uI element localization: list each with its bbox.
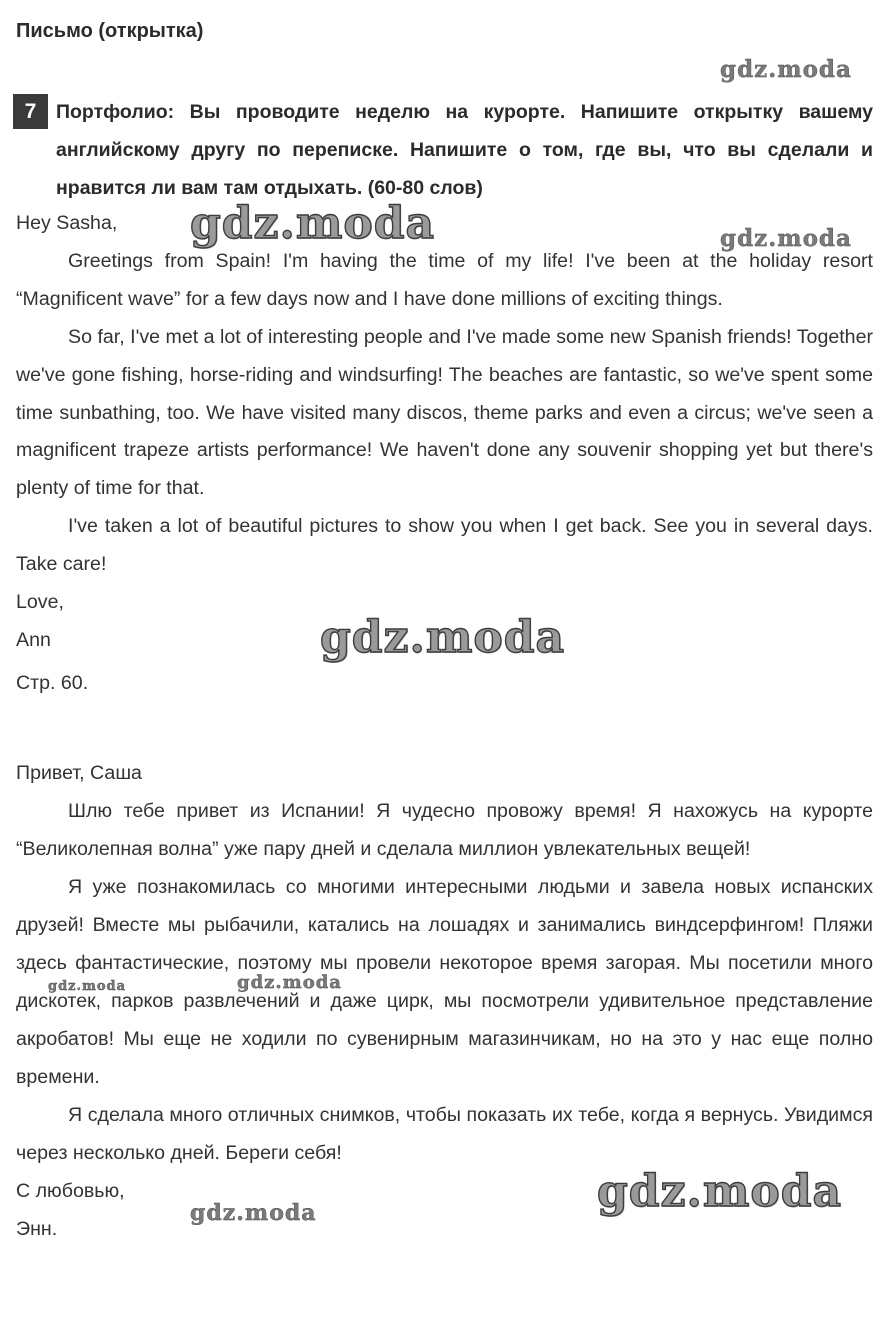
russian-signature: Энн. — [16, 1218, 58, 1240]
english-signature: Ann — [16, 628, 51, 651]
russian-greeting: Привет, Саша — [16, 762, 142, 784]
russian-paragraph-2: Я уже познакомилась со многими интересными людьми и завела новых испанских друзей! Вместе мы рыбачили, катались на лошадях и занимались виндсерфингом! Пляжи здесь фантастические, поэтому мы провели некоторое время загорая. Мы посетили много дискотек, парков развлечений и даже цирк, мы посмотрели удивительное представление акробатов! Мы еще не ходили по сувенирным магазинчикам, но на это у нас еще полно времени. — [16, 876, 873, 1088]
english-closing: Love, — [16, 591, 64, 614]
english-paragraph-3: I've taken a lot of beautiful pictures to show you when I get back. See you in several days. Take care! — [16, 515, 873, 576]
task-number-badge: 7 — [13, 94, 48, 129]
russian-paragraph-3: Я сделала много отличных снимков, чтобы показать их тебе, когда я вернусь. Увидимся через несколько дней. Береги себя! — [16, 1104, 873, 1164]
english-greeting: Hey Sasha, — [16, 212, 118, 234]
english-letter — [16, 205, 873, 660]
russian-paragraph-1: Шлю тебе привет из Испании! Я чудесно провожу время! Я нахожусь на курорте “Великолепная волна” уже пару дней и сделала миллион увлекательных вещей! — [16, 800, 873, 860]
page-reference: Стр. 60. — [16, 672, 89, 694]
watermark-logo: gdz.moda — [237, 972, 342, 993]
english-paragraph-2: So far, I've met a lot of interesting people and I've made some new Spanish friends! Together we've gone fishing, horse-riding and windsurfing! The beaches are fantastic, so we've spent some time sunbathing, too. We have visited many discos, theme parks and even a circus; we've seen a magnificent trapeze artists performance! We haven't done any souvenir shopping yet but there's plenty of time for that. — [16, 325, 873, 500]
watermark-logo: gdz.moda — [190, 1200, 317, 1226]
watermark-logo: gdz.moda — [720, 225, 852, 252]
english-paragraph-1: Greetings from Spain! I'm having the time of my life! I've been at the holiday resort “Magnificent wave” for a few days now and I have done millions of exciting things. — [16, 249, 873, 310]
watermark-logo: gdz.moda — [720, 56, 852, 83]
russian-closing: С любовью, — [16, 1180, 125, 1202]
section-heading: Письмо (открытка) — [16, 20, 204, 42]
watermark-logo: gdz.moda — [597, 1166, 843, 1217]
watermark-logo: gdz.moda — [190, 198, 436, 249]
task-instruction: Портфолио: Вы проводите неделю на курорте. Напишите открытку вашему английскому другу по переписке. Напишите о том, где вы, что вы сделали и нравится ли вам там отдыхать. (60-80 слов) — [56, 101, 873, 199]
watermark-logo: gdz.moda — [320, 612, 566, 663]
watermark-logo: gdz.moda — [48, 979, 127, 994]
